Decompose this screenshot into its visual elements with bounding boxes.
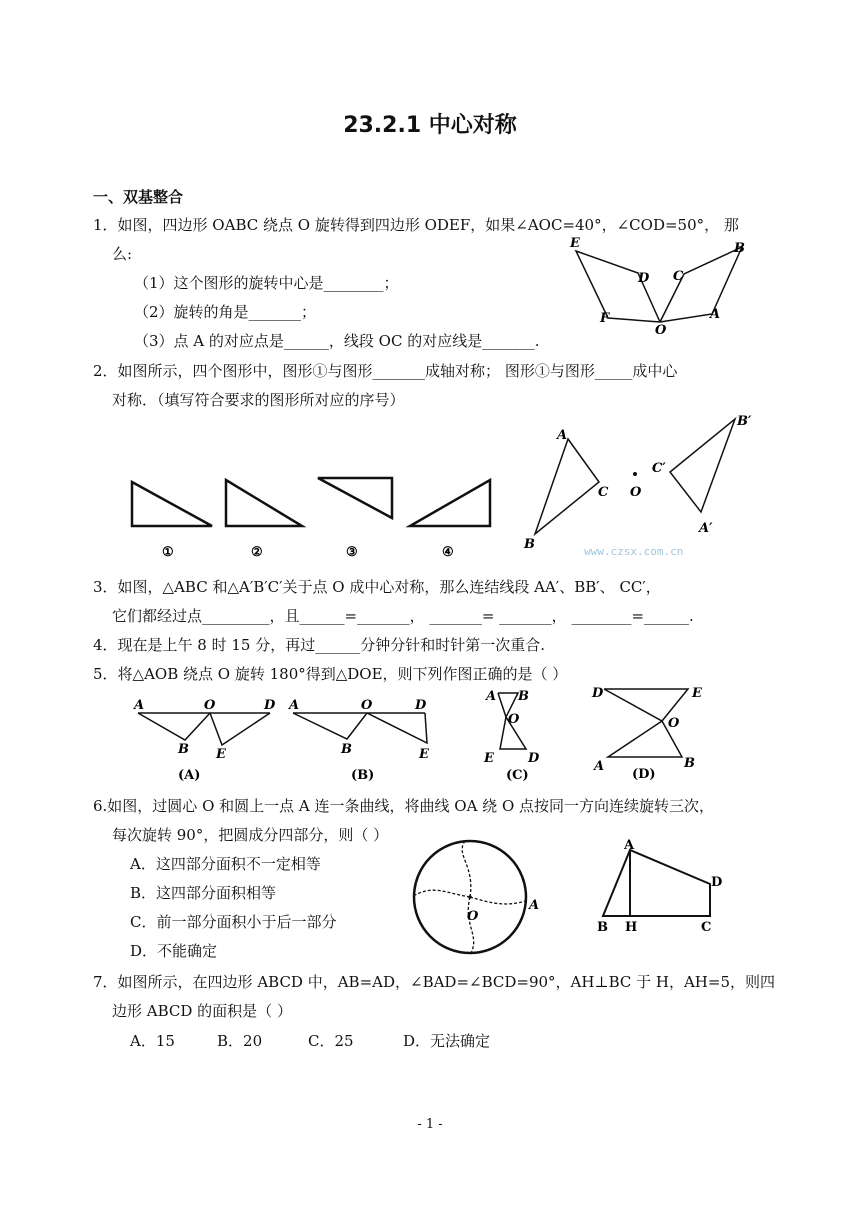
q6-figure bbox=[405, 825, 555, 965]
page-number: - 1 - bbox=[417, 1117, 443, 1132]
q5c-label-o: O bbox=[508, 712, 520, 727]
q6-label-o: O bbox=[467, 909, 479, 924]
q3-line1: 3．如图，△ABC 和△A′B′C′关于点 O 成中心对称，那么连结线段 AA′、BB′、 CC′， bbox=[93, 578, 661, 596]
q6-option-d: D．不能确定 bbox=[130, 942, 218, 960]
q1-label-d: D bbox=[638, 271, 650, 286]
q1-label-c: C bbox=[673, 269, 684, 284]
q7-option-a: A．15 bbox=[130, 1032, 175, 1050]
watermark: www.czsx.com.cn bbox=[584, 545, 684, 558]
q6-option-a: A．这四部分面积不一定相等 bbox=[130, 855, 321, 873]
q1-label-o: O bbox=[655, 323, 667, 338]
q3-label-bprime: B′ bbox=[737, 414, 752, 429]
q1-label-b: B bbox=[734, 241, 745, 256]
q5-figure-a bbox=[130, 695, 280, 785]
page-title: 23.2.1 中心对称 bbox=[343, 113, 517, 138]
q6-line1: 6.如图，过圆心 O 和圆上一点 A 连一条曲线，将曲线 OA 绕 O 点按同一方向连续旋转三次， bbox=[93, 797, 715, 815]
q3-label-a: A bbox=[557, 428, 568, 443]
q5-caption-b: (B) bbox=[351, 768, 375, 783]
q6-label-a: A bbox=[529, 898, 540, 913]
q7-label-c: C bbox=[701, 920, 712, 935]
q5c-label-e: E bbox=[484, 751, 494, 766]
q3-label-aprime: A′ bbox=[699, 521, 713, 536]
q5d-label-b: B bbox=[684, 756, 695, 771]
q5d-label-d: D bbox=[592, 686, 604, 701]
q1-figure bbox=[560, 235, 760, 338]
q5a-label-e: E bbox=[216, 747, 226, 762]
q7-option-b: B．20 bbox=[217, 1032, 263, 1050]
q3-label-o: O bbox=[630, 485, 642, 500]
q5-caption-d: (D) bbox=[632, 767, 656, 782]
q6-option-b: B．这四部分面积相等 bbox=[130, 884, 277, 902]
section-heading: 一、双基整合 bbox=[93, 188, 184, 206]
q2-line2: 对称．（填写符合要求的图形所对应的序号） bbox=[112, 391, 405, 409]
q1-sub1: （1）这个图形的旋转中心是________； bbox=[134, 274, 399, 292]
q7-option-d: D．无法确定 bbox=[403, 1032, 491, 1050]
q5c-label-b: B bbox=[518, 689, 529, 704]
q5-caption-c: (C) bbox=[506, 768, 529, 783]
q7-label-a: A bbox=[624, 838, 635, 853]
q4-text: 4．现在是上午 8 时 15 分，再过______分钟分针和时针第一次重合. bbox=[93, 636, 546, 654]
q5-figure-b bbox=[285, 695, 435, 785]
q5-figure-d bbox=[590, 683, 710, 783]
q2-caption-3: ③ bbox=[346, 545, 358, 560]
q7-label-h: H bbox=[625, 920, 638, 935]
q2-line1: 2．如图所示，四个图形中，图形①与图形_______成轴对称； 图形①与图形_____成中心 bbox=[93, 362, 678, 380]
q5b-label-e: E bbox=[419, 747, 429, 762]
q5c-label-d: D bbox=[528, 751, 540, 766]
q5a-label-d: D bbox=[264, 698, 276, 713]
q5d-label-o: O bbox=[668, 716, 680, 731]
q7-label-b: B bbox=[597, 920, 608, 935]
q6-line2: 每次旋转 90°，把圆成分四部分，则（ ） bbox=[112, 826, 389, 844]
q3-label-c: C bbox=[598, 485, 609, 500]
q5-text: 5．将△AOB 绕点 O 旋转 180°得到△DOE，则下列作图正确的是（ ） bbox=[93, 665, 568, 683]
q7-line2: 边形 ABCD 的面积是（ ） bbox=[112, 1002, 292, 1020]
q5a-label-o: O bbox=[204, 698, 216, 713]
q5c-label-a: A bbox=[486, 689, 497, 704]
q3-figure bbox=[515, 408, 765, 558]
q6-option-c: C．前一部分面积小于后一部分 bbox=[130, 913, 337, 931]
q7-label-d: D bbox=[711, 875, 723, 890]
q5b-label-o: O bbox=[361, 698, 373, 713]
q1-sub3: （3）点 A 的对应点是______，线段 OC 的对应线是_______. bbox=[134, 332, 540, 350]
q5d-label-e: E bbox=[692, 686, 702, 701]
q1-label-e: E bbox=[570, 236, 580, 251]
q3-line2: 它们都经过点_________，且______=_______， _______= _______， ________=______. bbox=[112, 607, 694, 625]
q7-figure bbox=[595, 838, 735, 938]
q5d-label-a: A bbox=[594, 759, 605, 774]
q5b-label-b: B bbox=[341, 742, 352, 757]
q2-figure bbox=[120, 470, 510, 565]
q2-caption-4: ④ bbox=[442, 545, 454, 560]
q5b-label-d: D bbox=[415, 698, 427, 713]
q7-option-c: C．25 bbox=[308, 1032, 354, 1050]
q3-label-b: B bbox=[524, 537, 535, 552]
q1-label-a: A bbox=[710, 307, 721, 322]
q5-caption-a: (A) bbox=[178, 768, 201, 783]
q5-figure-c bbox=[478, 685, 548, 785]
q3-label-cprime: C′ bbox=[652, 461, 666, 476]
q5b-label-a: A bbox=[289, 698, 300, 713]
q5a-label-b: B bbox=[178, 742, 189, 757]
q2-caption-1: ① bbox=[162, 545, 174, 560]
q5a-label-a: A bbox=[134, 698, 145, 713]
q7-line1: 7．如图所示，在四边形 ABCD 中，AB=AD，∠BAD=∠BCD=90°，AH⊥BC 于 H，AH=5，则四 bbox=[93, 973, 775, 991]
q1-sub2: （2）旋转的角是_______； bbox=[134, 303, 317, 321]
q2-caption-2: ② bbox=[251, 545, 263, 560]
q1-line2: 么: bbox=[112, 245, 133, 263]
q1-line1: 1．如图，四边形 OABC 绕点 O 旋转得到四边形 ODEF，如果∠AOC=40°，∠COD=50°， 那 bbox=[93, 216, 739, 234]
q1-label-f: F bbox=[600, 311, 610, 326]
